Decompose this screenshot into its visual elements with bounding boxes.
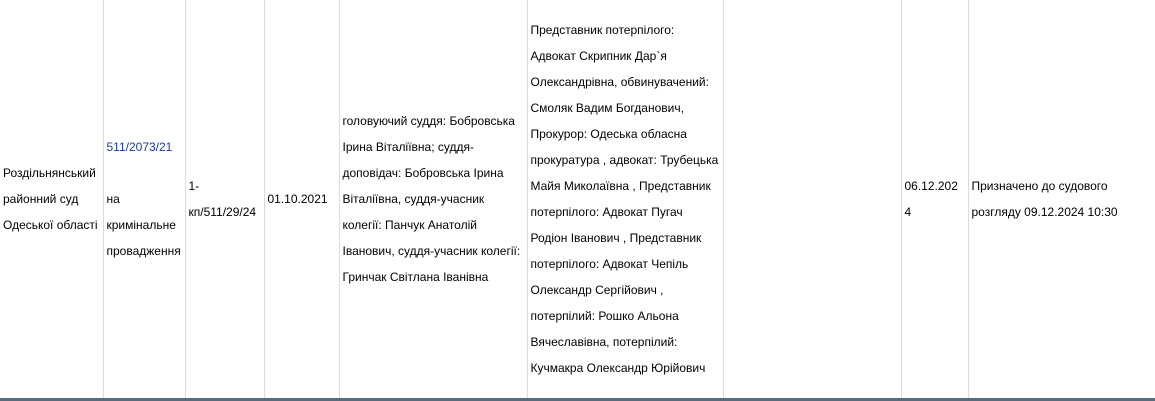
- court-cell: [0, 0, 103, 398]
- judges-cell: [339, 0, 527, 398]
- judges-text: головуючий суддя: Бобровська Ірина Віталіївна; суддя-доповідач: Бобровська Ірина Віталіївна, суддя-учасник колегії: Панчук Анатолій Іванович, суддя-учасник колегії: Гринчак Світлана Іванівна: [342, 114, 521, 284]
- subject-cell: [723, 0, 901, 398]
- parties-cell: [527, 0, 723, 398]
- parties-text: Представник потерпілого: Адвокат Скрипник Дар`я Олександрівна, обвинувачений: Смоляк Вадим Богданович, Прокурор: Одеська обласна прокуратура , адвокат: Трубецька Майя Миколаївна , Представник потерпілого: Адвокат Пугач Родіон Іванович , Представник потерпілого: Адвокат Чепіль Олександр Сергійович , потерпілий: Рошко Альона Вячеславівна, потерпілий: Кучмакра Олександр Юрійович: [530, 23, 719, 375]
- registration-date: 01.10.2021: [267, 192, 328, 206]
- proceeding-number: 1-кп/511/29/24: [188, 179, 257, 219]
- case-number-link[interactable]: 511/2073/21: [106, 140, 173, 154]
- last-date-cell: [901, 0, 968, 398]
- proceeding-type: на кримінальне провадження: [106, 192, 181, 258]
- status-text: Призначено до судового розгляду 09.12.2024 10:30: [971, 179, 1118, 219]
- last-date: 06.12.2024: [904, 179, 958, 219]
- court-name: Роздільнянський районний суд Одеської області: [3, 166, 98, 232]
- registration-date-cell: [264, 0, 339, 398]
- case-number-cell: [103, 0, 185, 398]
- status-cell: [968, 0, 1155, 398]
- proceeding-number-cell: [185, 0, 264, 398]
